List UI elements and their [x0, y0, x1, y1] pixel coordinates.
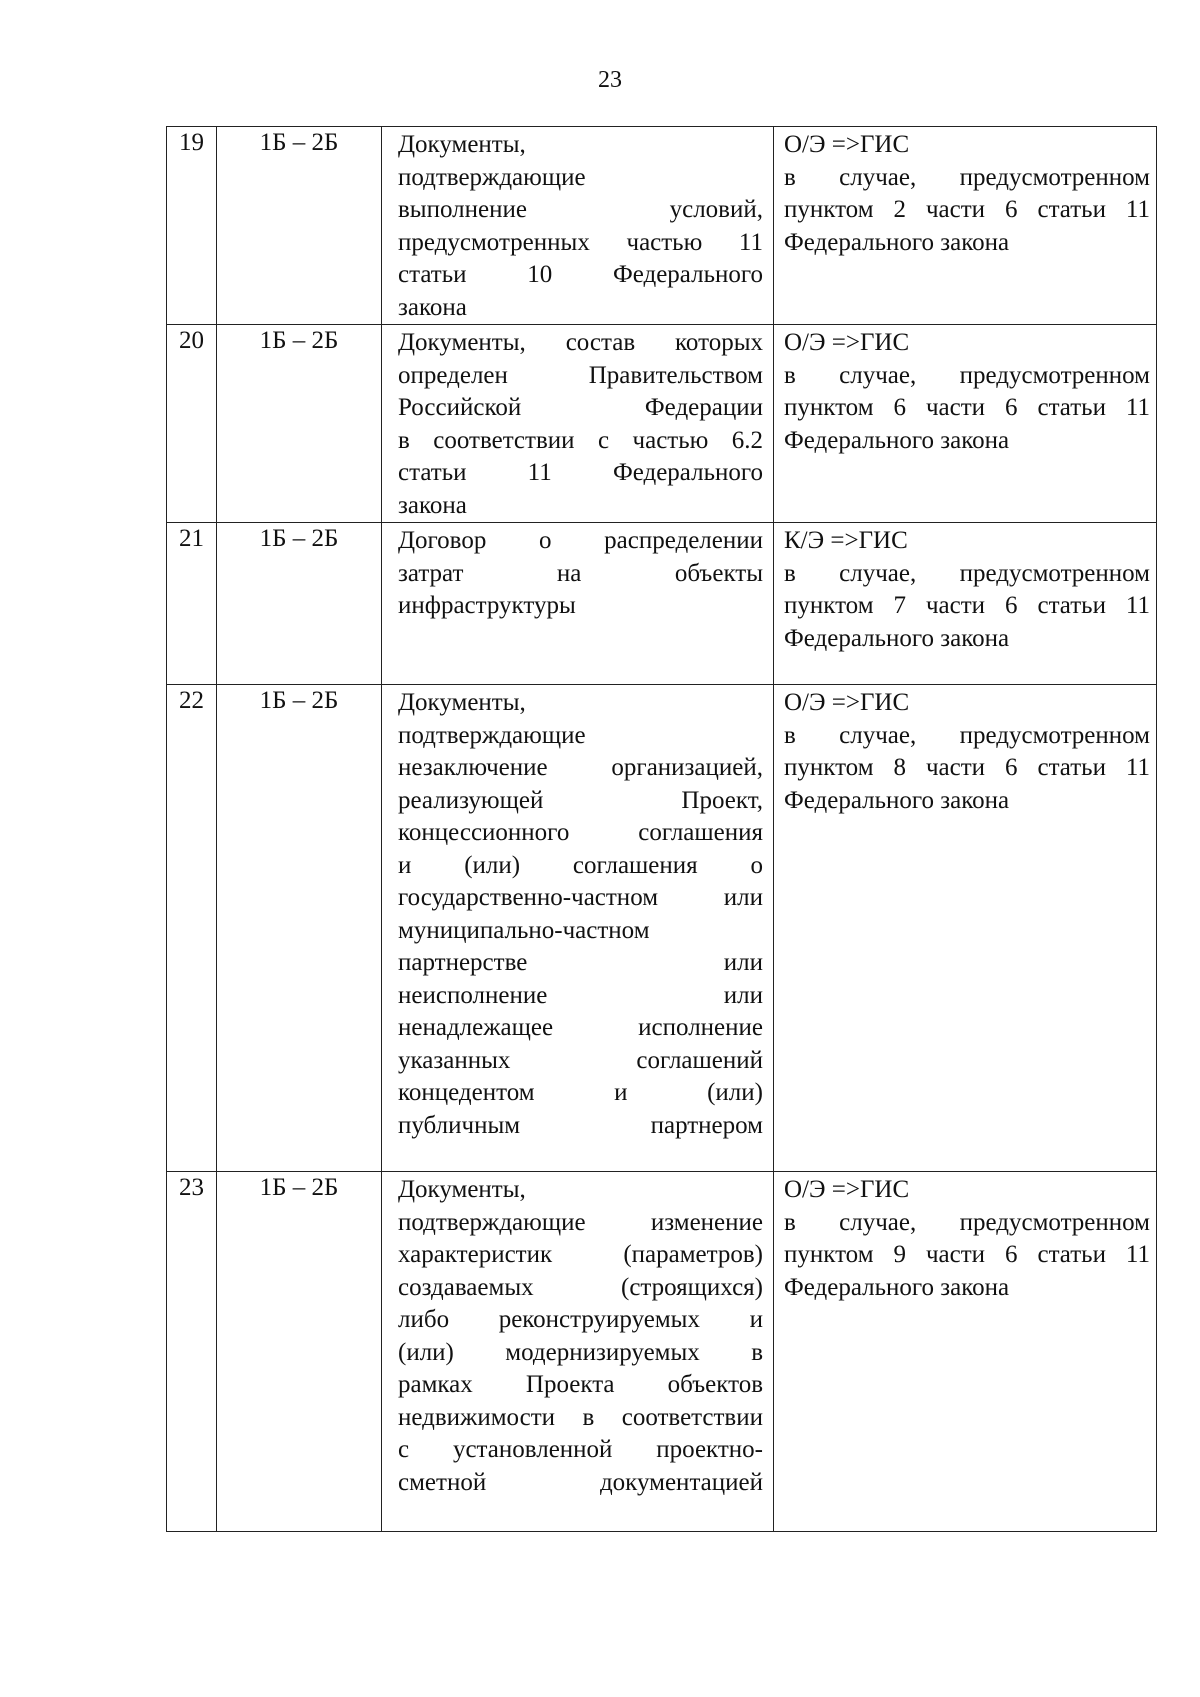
row-category: 1Б – 2Б [217, 325, 382, 523]
row-category: 1Б – 2Б [217, 523, 382, 685]
row-action [774, 685, 1157, 1172]
condition-text-line: в случае, предусмотренном [784, 361, 1150, 389]
table-row [167, 685, 1157, 1172]
document-text-line: публичным партнером [398, 1111, 763, 1139]
condition-text-line: пунктом 2 части 6 статьи 11 [784, 196, 1150, 223]
document-text-line: подтверждающие [398, 721, 586, 749]
row-action [774, 523, 1157, 685]
condition-text-line: Федерального закона [784, 786, 1010, 814]
row-document-description [382, 523, 774, 685]
document-table [166, 126, 1156, 1532]
condition-text-line: в случае, предусмотренном [784, 559, 1150, 587]
condition-text-line: Федерального закона [784, 228, 1010, 256]
row-action [774, 325, 1157, 523]
action-code: К/Э =>ГИС [784, 527, 908, 554]
document-text-line: предусмотренных частью 11 [398, 228, 763, 256]
document-text-line: незаключение организацией, [398, 754, 763, 781]
table-row [167, 523, 1157, 685]
row-document-description [382, 1172, 774, 1532]
table-row [167, 1172, 1157, 1532]
document-text-line: затрат на объекты [398, 559, 763, 587]
document-text-line: Документы, [398, 689, 526, 716]
row-number: 23 [167, 1172, 217, 1532]
document-text-line: закона [398, 293, 467, 321]
row-category: 1Б – 2Б [217, 1172, 382, 1532]
document-text-line: характеристик (параметров) [398, 1241, 763, 1268]
document-text-line: ненадлежащее исполнение [398, 1014, 763, 1041]
document-text-line: концессионного соглашения [398, 819, 763, 846]
condition-text-line: пунктом 7 части 6 статьи 11 [784, 592, 1150, 619]
row-document-description [382, 685, 774, 1172]
document-text-line: государственно-частном или [398, 884, 763, 911]
condition-text-line: пунктом 8 части 6 статьи 11 [784, 754, 1150, 781]
document-text-line: Документы, [398, 1176, 526, 1203]
document-text-line: Документы, [398, 131, 526, 158]
document-text-line: Договор о распределении [398, 527, 763, 554]
action-code: О/Э =>ГИС [784, 131, 910, 158]
document-text-line: статьи 11 Федерального [398, 459, 763, 486]
row-action [774, 1172, 1157, 1532]
condition-text-line: в случае, предусмотренном [784, 721, 1150, 749]
row-document-description [382, 325, 774, 523]
document-text-line: Российской Федерации [398, 394, 763, 421]
document-text-line: рамках Проекта объектов [398, 1371, 763, 1398]
document-text-line: и (или) соглашения о [398, 851, 763, 879]
document-text-line: выполнение условий, [398, 196, 763, 223]
row-number: 20 [167, 325, 217, 523]
action-code: О/Э =>ГИС [784, 329, 910, 356]
row-category: 1Б – 2Б [217, 127, 382, 325]
row-document-description [382, 127, 774, 325]
condition-text-line: Федерального закона [784, 1273, 1010, 1301]
document-text-line: муниципально-частном [398, 916, 650, 944]
document-text-line: сметной документацией [398, 1468, 763, 1496]
document-text-line: концедентом и (или) [398, 1079, 763, 1106]
document-text-line: указанных соглашений [398, 1046, 763, 1074]
document-text-line: закона [398, 491, 467, 519]
row-number: 22 [167, 685, 217, 1172]
document-text-line: инфраструктуры [398, 592, 576, 619]
condition-text-line: Федерального закона [784, 426, 1010, 454]
document-text-line: (или) модернизируемых в [398, 1338, 763, 1366]
condition-text-line: в случае, предусмотренном [784, 163, 1150, 191]
document-text-line: реализующей Проект, [398, 786, 763, 814]
document-text-line: определен Правительством [398, 361, 763, 389]
row-category: 1Б – 2Б [217, 685, 382, 1172]
document-text-line: подтверждающие изменение [398, 1208, 763, 1236]
action-code: О/Э =>ГИС [784, 689, 910, 716]
action-code: О/Э =>ГИС [784, 1176, 910, 1203]
table-row [167, 325, 1157, 523]
document-text-line: партнерстве или [398, 949, 763, 976]
table-row [167, 127, 1157, 325]
document-text-line: Документы, состав которых [398, 329, 763, 356]
condition-text-line: в случае, предусмотренном [784, 1208, 1150, 1236]
row-number: 19 [167, 127, 217, 325]
document-text-line: создаваемых (строящихся) [398, 1273, 763, 1301]
document-text-line: в соответствии с частью 6.2 [398, 426, 763, 454]
document-text-line: неисполнение или [398, 981, 763, 1009]
document-text-line: подтверждающие [398, 163, 586, 191]
document-text-line: недвижимости в соответствии [398, 1403, 763, 1431]
condition-text-line: пунктом 9 части 6 статьи 11 [784, 1241, 1150, 1268]
row-action [774, 127, 1157, 325]
document-text-line: статьи 10 Федерального [398, 261, 763, 288]
page-number: 23 [598, 67, 622, 93]
document-text-line: с установленной проектно- [398, 1436, 763, 1463]
row-number: 21 [167, 523, 217, 685]
condition-text-line: Федерального закона [784, 624, 1010, 652]
condition-text-line: пунктом 6 части 6 статьи 11 [784, 394, 1150, 421]
document-text-line: либо реконструируемых и [398, 1306, 763, 1333]
